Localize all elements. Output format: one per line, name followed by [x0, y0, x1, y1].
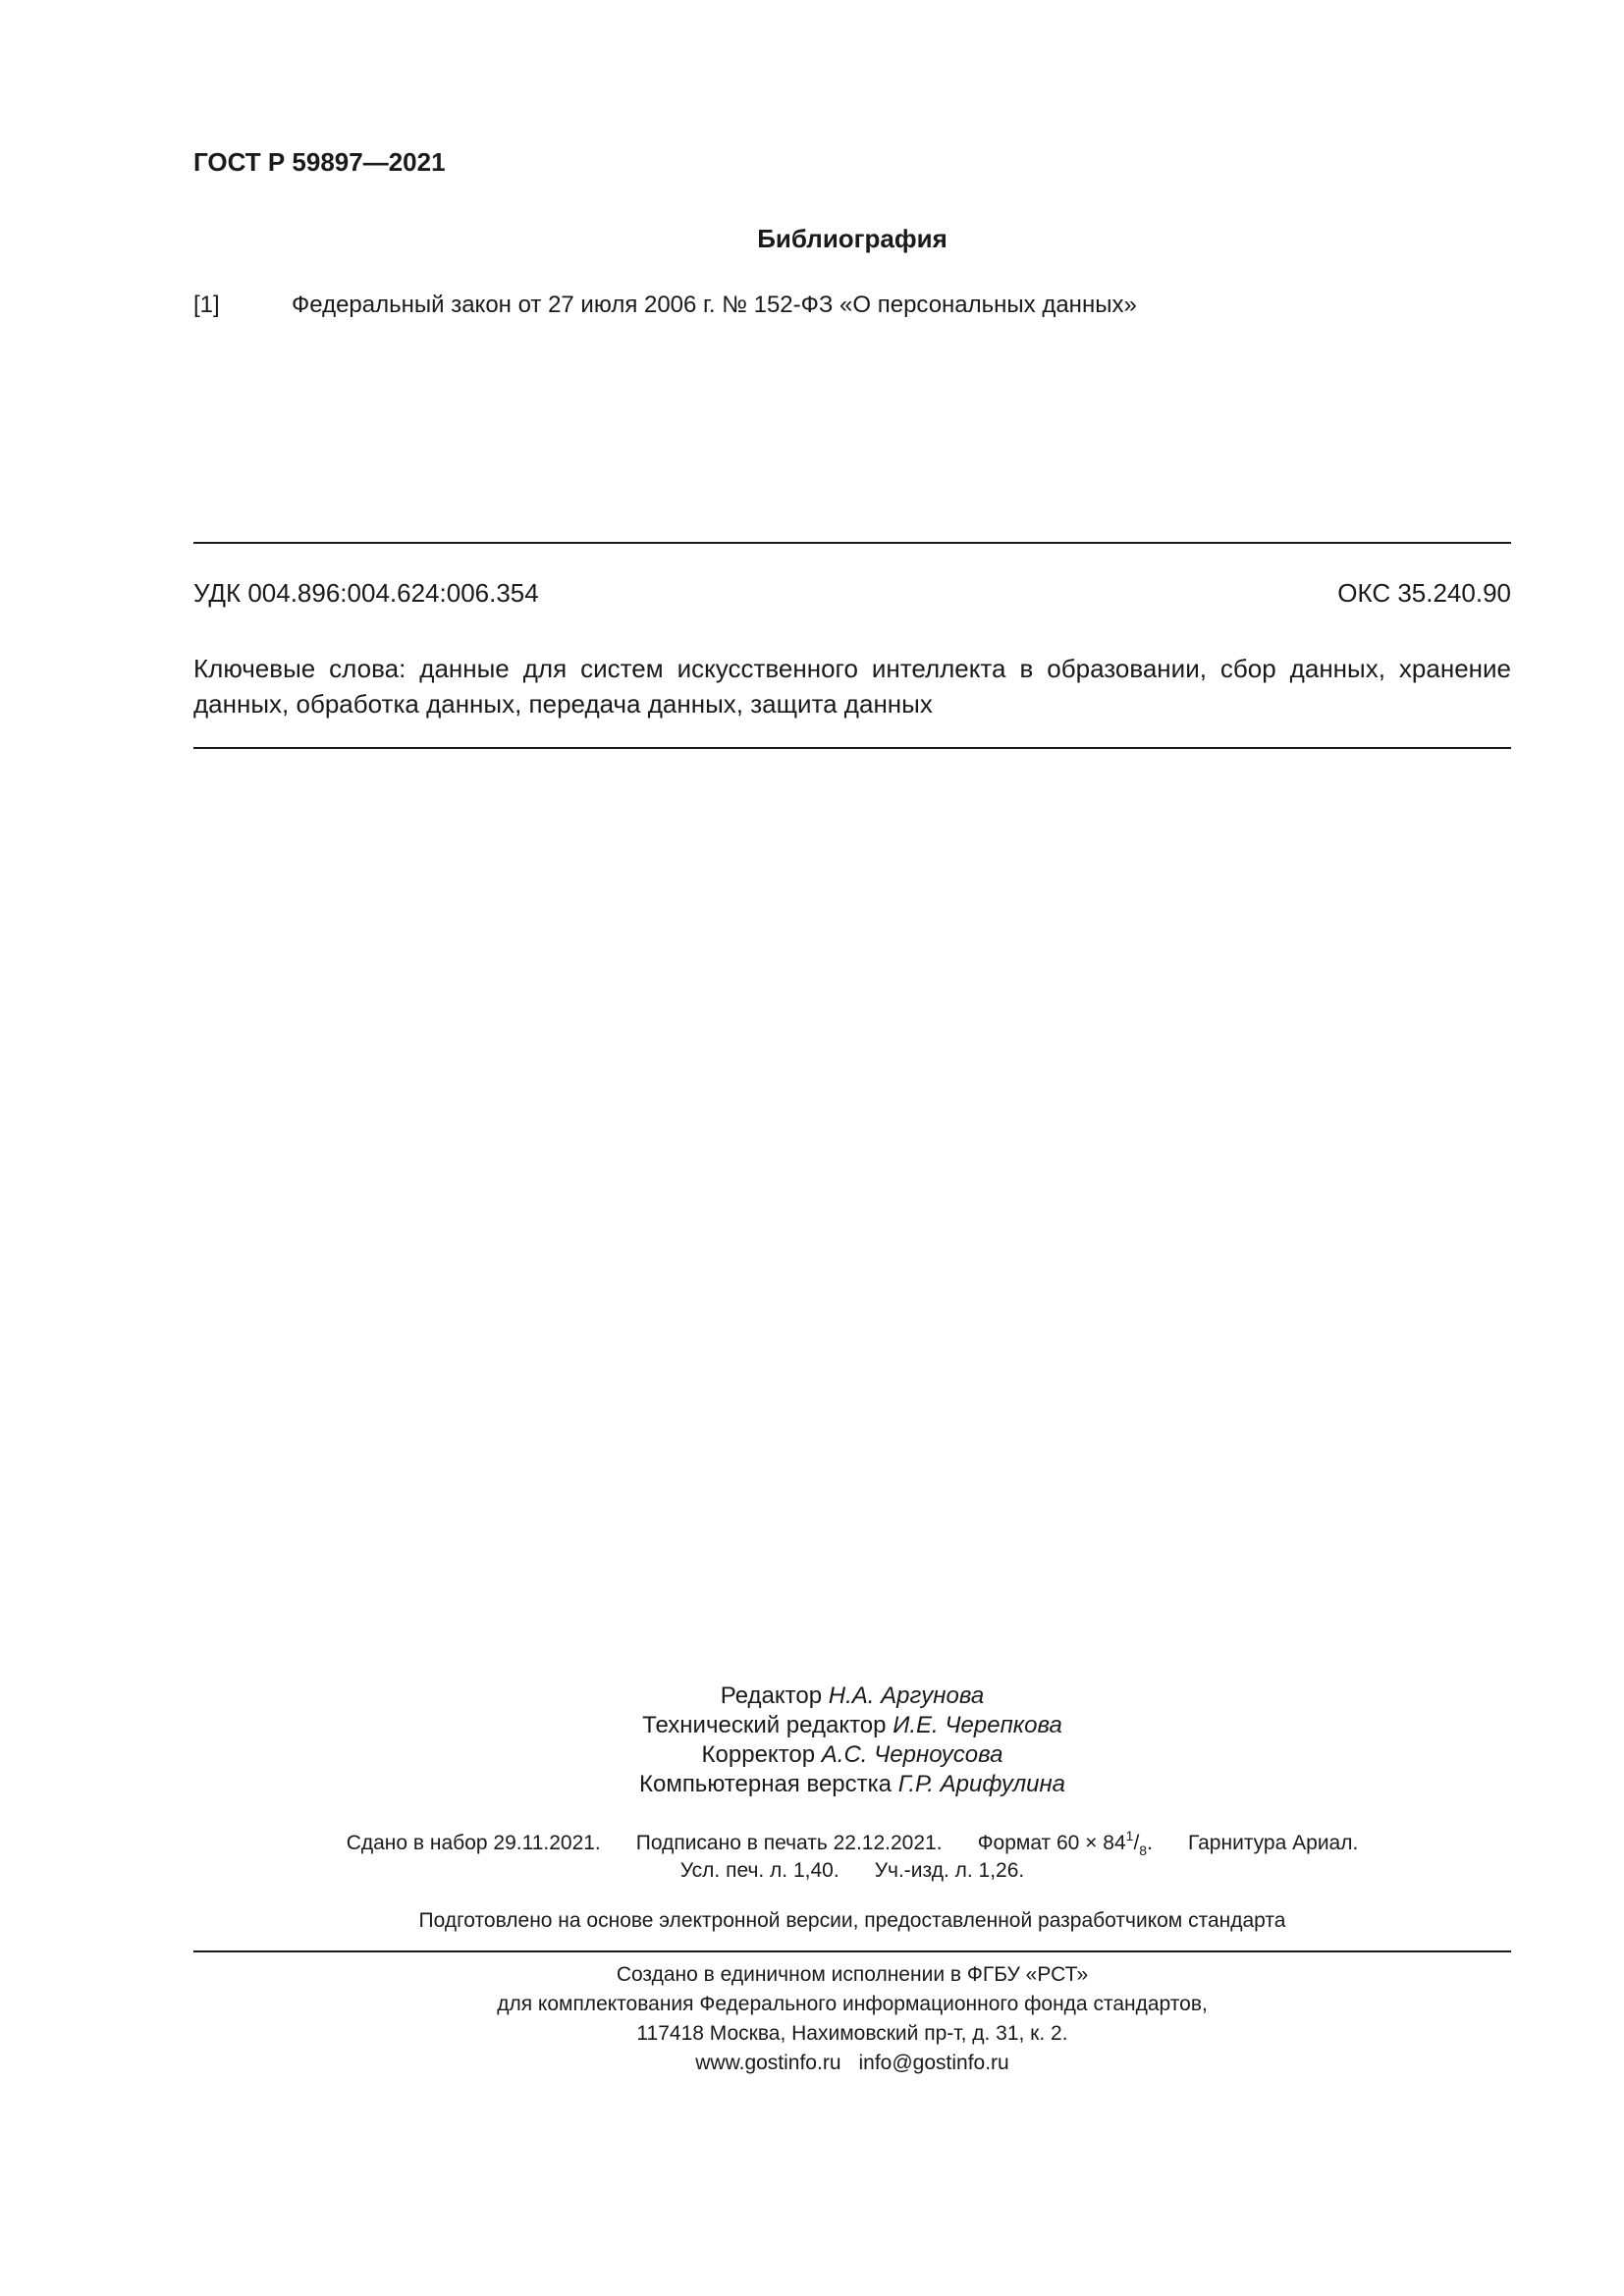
- divider-top: [193, 542, 1511, 544]
- oks-code: ОКС 35.240.90: [1337, 578, 1511, 608]
- credits-block: [193, 1682, 1511, 1799]
- imprint-print-sheets: Усл. печ. л. 1,40.: [679, 1859, 839, 1882]
- credit-person: И.Е. Черепкова: [893, 1712, 1062, 1738]
- keywords: Ключевые слова: данные для систем искусственного интеллекта в образовании, сбор данных, хранение данных, обработка данных, передача данных, защита данных: [193, 654, 1511, 719]
- credit-role: Редактор: [720, 1682, 823, 1709]
- imprint-line-2: [193, 1857, 1511, 1885]
- credit-proofreader: [193, 1740, 1511, 1770]
- bibliography-item-number: [1]: [193, 292, 220, 318]
- credit-person: Г.Р. Арифулина: [897, 1771, 1066, 1797]
- credit-role: Корректор: [701, 1741, 816, 1768]
- imprint-format: Формат $60 \times 84^1/_8$.: [977, 1828, 1153, 1858]
- imprint-signed-date: Подписано в печать 22.12.2021.: [635, 1832, 943, 1854]
- credit-technical-editor: [193, 1711, 1511, 1740]
- credit-editor: [193, 1682, 1511, 1711]
- imprint-line-1: [193, 1830, 1511, 1857]
- credit-role: Компьютерная верстка: [638, 1771, 893, 1797]
- udc-code: УДК 004.896:004.624:006.354: [193, 578, 539, 608]
- publisher-block: [193, 1960, 1511, 2078]
- document-number: ГОСТ Р 59897—2021: [193, 147, 446, 177]
- credit-person: Н.А. Аргунова: [828, 1682, 985, 1709]
- credit-person: А.С. Черноусова: [821, 1741, 1003, 1768]
- imprint-typeset-date: Сдано в набор 29.11.2021.: [346, 1832, 601, 1854]
- publisher-address: 117418 Москва, Нахимовский пр-т, д. 31, к. 2.: [636, 2022, 1068, 2045]
- imprint-publish-sheets: Уч.-изд. л. 1,26.: [874, 1859, 1025, 1882]
- imprint-block: [193, 1830, 1511, 1885]
- publisher-line-2: для комплектования Федерального информационного фонда стандартов,: [497, 1993, 1208, 2015]
- imprint-typeface: Гарнитура Ариал.: [1187, 1832, 1359, 1854]
- prepared-note: Подготовлено на основе электронной версии, предоставленной разработчиком стандарта: [418, 1909, 1286, 1932]
- divider-bottom: [193, 1950, 1511, 1952]
- bibliography-title: Библиография: [757, 224, 947, 253]
- publisher-website-link[interactable]: www.gostinfo.ru: [695, 2052, 841, 2074]
- bibliography-item-text: Федеральный закон от 27 июля 2006 г. № 152-ФЗ «О персональных данных»: [292, 292, 1137, 318]
- divider-middle: [193, 747, 1511, 749]
- publisher-email-link[interactable]: info@gostinfo.ru: [858, 2052, 1009, 2074]
- credit-layout: [193, 1770, 1511, 1799]
- publisher-contacts: [193, 2049, 1511, 2078]
- credit-role: Технический редактор: [642, 1712, 887, 1738]
- publisher-line-1: Создано в единичном исполнении в ФГБУ «РСТ»: [616, 1963, 1089, 1986]
